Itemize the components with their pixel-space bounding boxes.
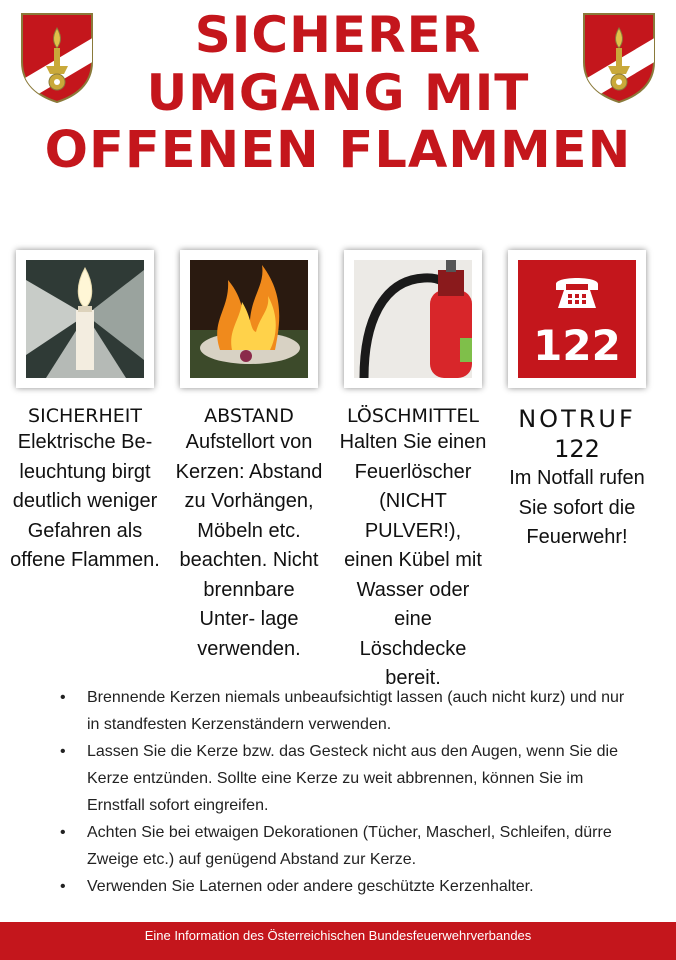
tile-emergency-call [508, 250, 646, 388]
fire-brigade-crest-logo [18, 10, 96, 106]
column-text: Aufstellort von Kerzen: Abstand zu Vorhängen, Möbeln etc. beachten. Nicht brennbare Unter- lage verwenden. [175, 431, 323, 660]
bullet-icon: • [60, 743, 66, 760]
column-sicherheit [5, 404, 165, 576]
column-text: Elektrische Be- leuchtung birgt deutlich weniger Gefahren als offene Flammen. [10, 431, 160, 571]
tile-electric-candle [16, 250, 154, 388]
column-heading: ABSTAND [204, 405, 294, 427]
column-number: 122 [554, 435, 600, 463]
flames-icon [190, 260, 308, 378]
safety-tips-list [60, 684, 640, 900]
bullet-icon: • [60, 689, 66, 706]
footer-text: Eine Information des Österreichischen Bundesfeuerwehrverbandes [144, 928, 532, 943]
list-item [60, 738, 640, 819]
page-title [44, 6, 632, 180]
list-item-text: Lassen Sie die Kerze bzw. das Gesteck nicht aus den Augen, wenn Sie die Kerze entzünden. Sollte eine Kerze zu weit abbrennen, können Sie im Ernstfall sofort eingreifen. [87, 743, 618, 814]
list-item-text: Achten Sie bei etwaigen Dekorationen (Tücher, Mascherl, Schleifen, dürre Zweige etc.) auf genügend Abstand zur Kerze. [87, 824, 612, 868]
bullet-icon: • [60, 878, 66, 895]
electric-candle-icon [26, 260, 144, 378]
tile-flames [180, 250, 318, 388]
title-line-1: SICHERER [194, 6, 482, 64]
column-heading: SICHERHEIT [28, 405, 142, 427]
column-heading: NOTRUF [518, 405, 636, 433]
fire-extinguisher-icon [354, 260, 472, 378]
fire-brigade-crest-logo [580, 10, 658, 106]
column-abstand [169, 404, 329, 664]
list-item-text: Brennende Kerzen niemals unbeaufsichtigt lassen (auch nicht kurz) und nur in standfesten Kerzenständern verwenden. [87, 689, 625, 733]
tile-emergency-number: 122 [533, 321, 621, 370]
column-text: Im Notfall rufen Sie sofort die Feuerwehr! [509, 467, 645, 548]
telephone-icon [518, 260, 636, 378]
list-item [60, 873, 640, 900]
tile-fire-extinguisher [344, 250, 482, 388]
footer-bar [0, 922, 676, 960]
list-item [60, 819, 640, 873]
column-heading: LÖSCHMITTEL [347, 405, 479, 427]
title-line-2: UMGANG MIT [146, 64, 530, 122]
bullet-icon: • [60, 824, 66, 841]
title-line-3: OFFENEN FLAMMEN [44, 121, 632, 180]
column-text: Halten Sie einen Feuerlöscher (NICHT PULVER!), einen Kübel mit Wasser oder eine Löschdecke bereit. [339, 431, 487, 689]
list-item-text: Verwenden Sie Laternen oder andere geschützte Kerzenhalter. [87, 878, 534, 895]
column-notruf [497, 404, 657, 553]
column-loeschmittel [333, 404, 493, 694]
list-item [60, 684, 640, 738]
